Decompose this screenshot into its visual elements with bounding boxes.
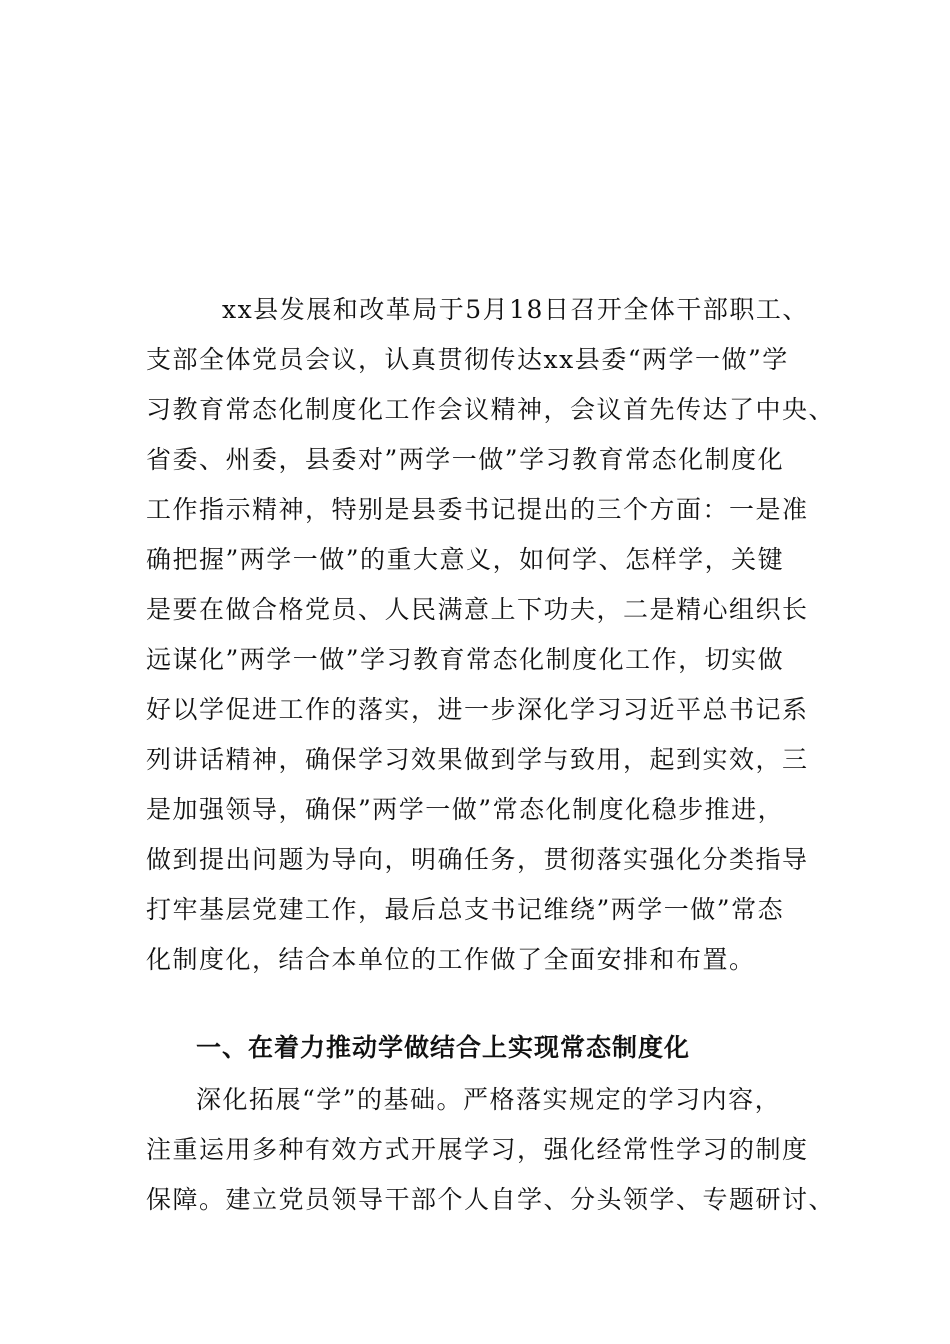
paragraph-line: 保障。建立党员领导干部个人自学、分头领学、专题研讨、 — [146, 1185, 836, 1214]
paragraph-line: 省委、州委，县委对”两学一做”学习教育常态化制度化 — [146, 445, 785, 474]
paragraph-line: 深化拓展“学”的基础。严格落实规定的学习内容， — [196, 1085, 782, 1114]
paragraph-line: 支部全体党员会议，认真贯彻传达xx县委“两学一做”学 — [146, 345, 789, 374]
paragraph-line: 习教育常态化制度化工作会议精神，会议首先传达了中央、 — [146, 395, 836, 424]
paragraph-line: 打牢基层党建工作，最后总支书记维绕”两学一做”常态 — [146, 895, 785, 924]
paragraph-line: 列讲话精神，确保学习效果做到学与致用，起到实效，三 — [146, 745, 809, 774]
paragraph-line: 好以学促进工作的落实，进一步深化学习习近平总书记系 — [146, 695, 809, 724]
paragraph-line: 确把握”两学一做”的重大意义，如何学、怎样学，关键 — [146, 545, 785, 574]
paragraph-line: 注重运用多种有效方式开展学习，强化经常性学习的制度 — [146, 1135, 809, 1164]
paragraph-line: 是加强领导，确保”两学一做”常态化制度化稳步推进， — [146, 795, 785, 824]
paragraph-line: 远谋化”两学一做”学习教育常态化制度化工作，切实做 — [146, 645, 785, 674]
paragraph-line: 做到提出问题为导向，明确任务，贯彻落实强化分类指导 — [146, 845, 809, 874]
paragraph-line: 是要在做合格党员、人民满意上下功夫，二是精心组织长 — [146, 595, 809, 624]
document-title — [0, 168, 950, 208]
paragraph-line: 工作指示精神，特别是县委书记提出的三个方面：一是准 — [146, 495, 809, 524]
section-heading: 一、在着力推动学做结合上实现常态制度化 — [196, 1033, 691, 1062]
paragraph-line: 化制度化，结合本单位的工作做了全面安排和布置。 — [146, 945, 756, 974]
paragraph-line: xx县发展和改革局于5月18日召开全体干部职工、 — [222, 295, 809, 324]
